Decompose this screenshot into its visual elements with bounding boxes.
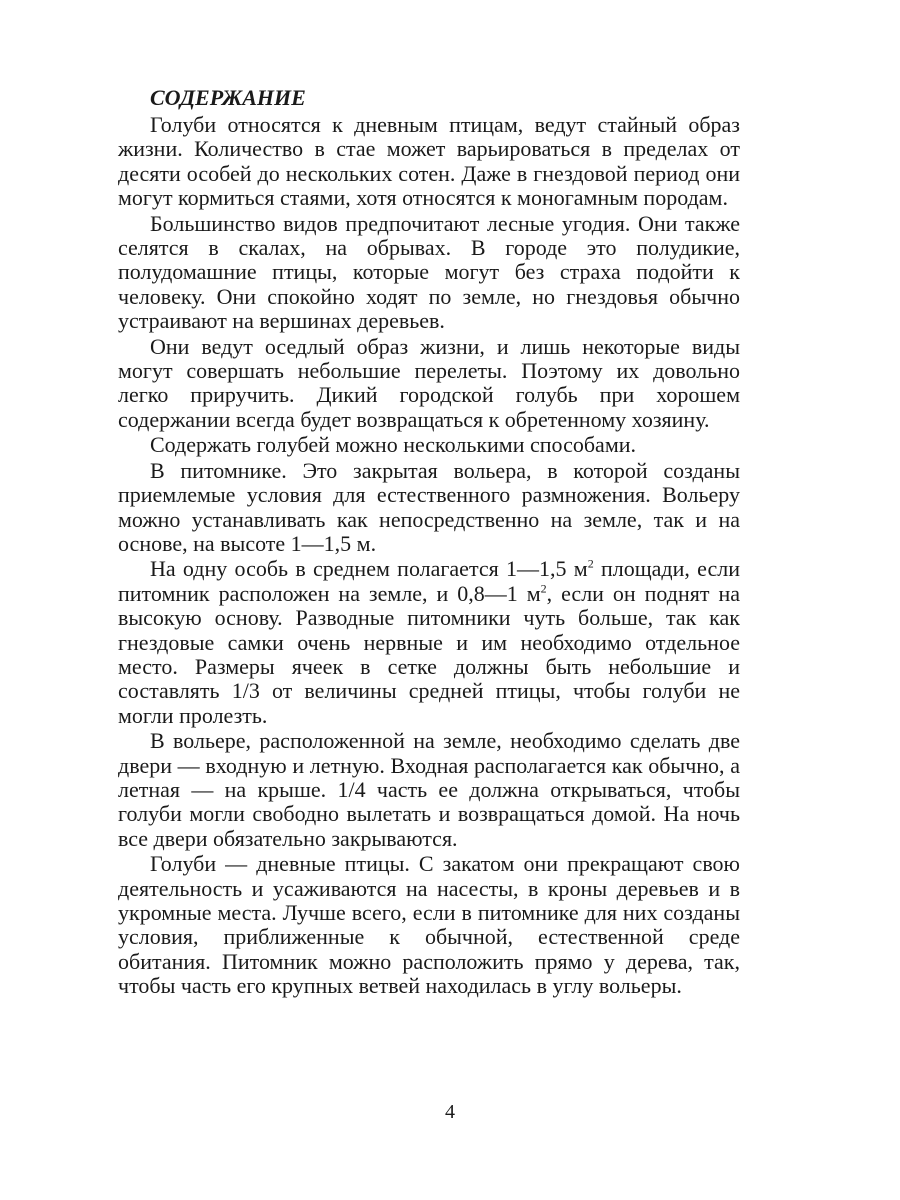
paragraph-text: , если он поднят на высокую основу. Разводные питомники чуть больше, так как гнездовые самки очень нервные и им необходимо отдельное место. Размеры ячеек в сетке должны быть небольшие и составлять 1/3 от величины средней птицы, чтобы голуби не могли пролезть. <box>118 580 740 728</box>
paragraph-text: площади, если питомник расположен на земле, и 0,8—1 м <box>118 556 740 606</box>
paragraph <box>118 113 740 211</box>
paragraph <box>118 852 740 998</box>
page-body <box>118 84 740 1000</box>
paragraph-text: Голуби — дневные птицы. С закатом они прекращают свою деятельность и усаживаются на насесты, в кроны деревьев и в укромные места. Лучше всего, если в питомнике для них созданы условия, приближенные к обычной, естественной среде обитания. Питомник можно расположить прямо у дерева, так, чтобы часть его крупных ветвей находилась в углу вольеры. <box>118 851 740 999</box>
paragraph-text: На одну особь в среднем полагается 1—1,5 м <box>150 556 588 582</box>
paragraph-text: Голуби относятся к дневным птицам, ведут стайный образ жизни. Количество в стае может варьироваться в пределах от десяти особей до нескольких сотен. Даже в гнездовой период они могут кормиться стаями, хотя относятся к моногамным породам. <box>118 112 740 211</box>
paragraph-text: Содержать голубей можно несколькими способами. <box>150 432 637 458</box>
paragraph <box>118 433 740 457</box>
paragraph <box>118 335 740 433</box>
section-heading: СОДЕРЖАНИЕ <box>150 85 306 110</box>
page-number: 4 <box>445 1101 455 1123</box>
superscript: 2 <box>587 556 594 571</box>
superscript: 2 <box>540 581 547 596</box>
paragraph <box>118 557 740 728</box>
paragraph <box>118 729 740 851</box>
paragraph-text: Большинство видов предпочитают лесные угодия. Они также селятся в скалах, на обрывах. В городе это полудикие, полудомашние птицы, которые могут без страха подойти к человеку. Они спокойно ходят по земле, но гнездовья обычно устраивают на вершинах деревьев. <box>118 210 740 334</box>
paragraph <box>118 459 740 557</box>
paragraph-text: В вольере, расположенной на земле, необходимо сделать две двери — входную и летную. Входная располагается как обычно, а летная — на крыше. 1/4 часть ее должна открываться, чтобы голуби могли свободно вылетать и возвращаться домой. На ночь все двери обязательно закрываются. <box>118 728 740 851</box>
paragraph-text: Они ведут оседлый образ жизни, и лишь некоторые виды могут совершать небольшие перелеты. Поэтому их довольно легко приручить. Дикий городской голубь при хорошем содержании всегда будет возвращаться к обретенному хозяину. <box>118 333 740 432</box>
paragraph-text: В питомнике. Это закрытая вольера, в которой созданы приемлемые условия для естественного размножения. Вольеру можно устанавливать как непосредственно на земле, так и на основе, на высоте 1—1,5 м. <box>118 457 740 556</box>
paragraph <box>118 212 740 334</box>
